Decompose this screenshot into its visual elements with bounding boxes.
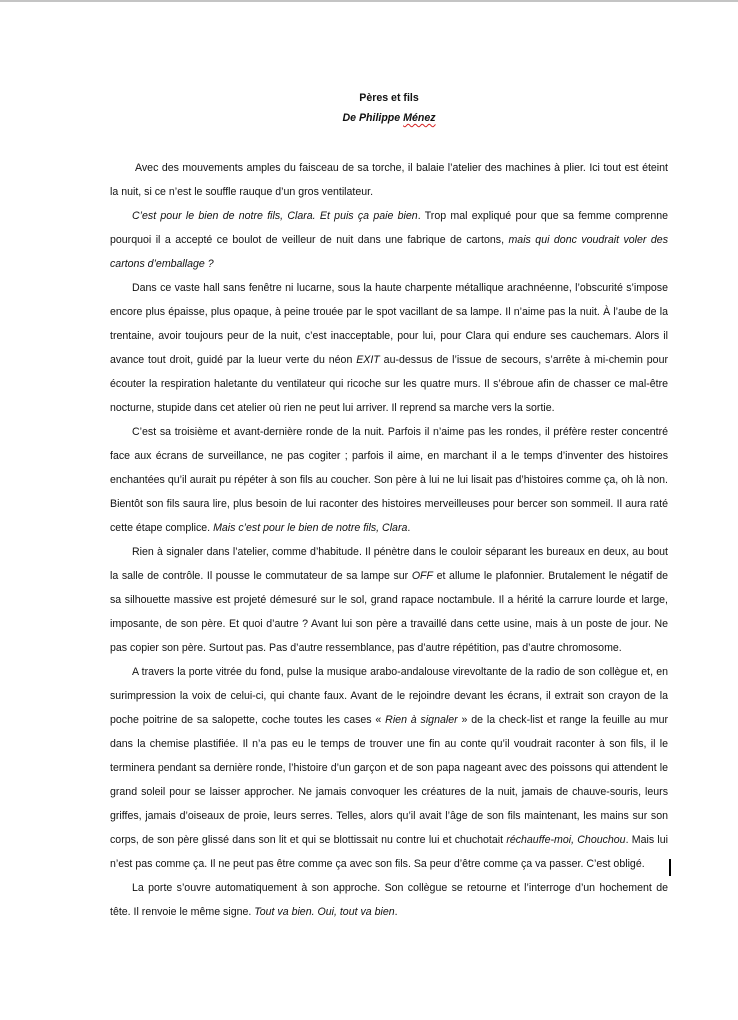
spacer <box>110 128 668 156</box>
document-page[interactable] <box>110 88 668 924</box>
text-run: . Mais lui n’est pas comme ça. Il ne peut pas être comme ça avec son fils. Sa peur d’être comme ça va passer. C’est obligé. <box>110 834 668 870</box>
text-run: C’est sa troisième et avant-dernière ronde de la nuit. Parfois il n’aime pas les rondes, il préfère rester concentré face aux écrans de surveillance, ne pas cogiter ; parfois il aime, en marchant il a le temps d’inventer des histoires enchantées qu’il aurait pu répéter à son fils au coucher. Son père à lui ne lui lisait pas d’histoires comme ça, oh là non. Bientôt son fils saura lire, plus besoin de lui raconter des histoires merveilleuses pour bercer son sommeil. Il aura raté cette étape complice. <box>110 426 668 534</box>
text-run: Avec des mouvements amples du faisceau de sa torche, il balaie l’atelier des machines à plier. Ici tout est éteint la nuit, si ce n’est le souffle rauque d’un gros ventilateur. <box>110 162 668 198</box>
text-run: La porte s’ouvre automatiquement à son approche. Son collègue se retourne et l’interroge d’un hochement de tête. Il renvoie le même signe. <box>110 882 668 918</box>
paragraph <box>110 204 668 276</box>
text-cursor <box>669 859 671 876</box>
italic-run: Tout va bien. Oui, tout va bien <box>254 906 395 918</box>
text-run: . <box>407 522 411 534</box>
italic-run: réchauffe-moi, Chouchou <box>506 834 626 846</box>
italic-run: mais qui donc voudrait voler des cartons d’emballage ? <box>110 234 668 270</box>
italic-run: EXIT <box>356 354 380 366</box>
text-run: et allume le plafonnier. Brutalement le négatif de sa silhouette massive est projeté démesuré sur le sol, grand rapace noctambule. Il a hérité la carrure lourde et large, imposante, de son père. Et quoi d’autre ? Avant lui son père a travaillé dans cette usine, mais à un poste de jour. Ne pas copier son père. Surtout pas. Pas d’autre ressemblance, pas d’autre répétition, pas d’autre chromosome. <box>110 570 668 654</box>
author-name-misspelled[interactable]: Ménez <box>403 112 436 124</box>
text-run: Dans ce vaste hall sans fenêtre ni lucarne, sous la haute charpente métallique arachnéenne, l’obscurité s’impose encore plus épaisse, plus opaque, à peine trouée par le spot vacillant de sa lampe. Il n’aime pas la nuit. À l’aube de la trentaine, avoir toujours peur de la nuit, c’est inacceptable, pour lui, pour Clara qui endure ses cauchemars. Alors il avance tout droit, guidé par la lueur verte du néon <box>110 282 668 366</box>
paragraph <box>110 660 668 876</box>
paragraph <box>110 876 668 924</box>
paragraph <box>110 420 668 540</box>
text-run: A travers la porte vitrée du fond, pulse la musique arabo-andalouse virevoltante de la radio de son collègue et, en surimpression la voix de celui-ci, qui chante faux. Avant de le rejoindre devant les écrans, il extrait son crayon de la poche poitrine de sa salopette, coche toutes les cases « <box>110 666 668 726</box>
text-run: . Trop mal expliqué pour que sa femme comprenne pourquoi il a accepté ce boulot de veilleur de nuit dans une fabrique de cartons, <box>110 210 669 246</box>
paragraph <box>110 156 668 204</box>
text-run: » de la check-list et range la feuille au mur dans la chemise plastifiée. Il n’a pas eu le temps de trouver une fin au conte qu’il voudrait raconter à son fils, il le terminera pendant sa dernière ronde, l’histoire d’un garçon et de son papa nageant avec des poissons qui attendent le grand soleil pour se laisser approcher. Ne jamais convoquer les créatures de la nuit, jamais de chauve-souris, leurs griffes, jamais d’oiseaux de proie, leurs serres. Telles, alors qu’il avait l’âge de son fils maintenant, les mains sur son corps, de son père glissé dans son lit et qui se blottissait nu contre lui et chuchotait <box>110 714 668 846</box>
italic-run: Mais c’est pour le bien de notre fils, Clara <box>213 522 408 534</box>
author-prefix: De Philippe <box>342 112 404 124</box>
document-title: Pères et fils <box>359 92 419 104</box>
paragraph <box>110 540 668 660</box>
paragraph <box>110 276 668 420</box>
italic-run: C’est pour le bien de notre fils, Clara. Et puis ça paie bien <box>132 210 418 222</box>
italic-run: OFF <box>411 570 433 582</box>
italic-run: Rien à signaler <box>385 714 458 726</box>
text-run: . <box>394 906 398 918</box>
document-author <box>110 108 668 128</box>
text-run: au-dessus de l’issue de secours, s’arrête à mi-chemin pour écouter la respiration haletante du ventilateur qui ricoche sur les quatre murs. Il s’ébroue afin de chasser ce mal-être nocturne, stupide dans cet atelier où rien ne peut lui arriver. Il reprend sa marche vers la sortie. <box>110 354 668 414</box>
window-top-border <box>0 0 738 2</box>
document-body[interactable] <box>110 156 668 924</box>
text-run: Rien à signaler dans l’atelier, comme d’habitude. Il pénètre dans le couloir séparant les bureaux en deux, au bout la salle de contrôle. Il pousse le commutateur de sa lampe sur <box>110 546 668 582</box>
